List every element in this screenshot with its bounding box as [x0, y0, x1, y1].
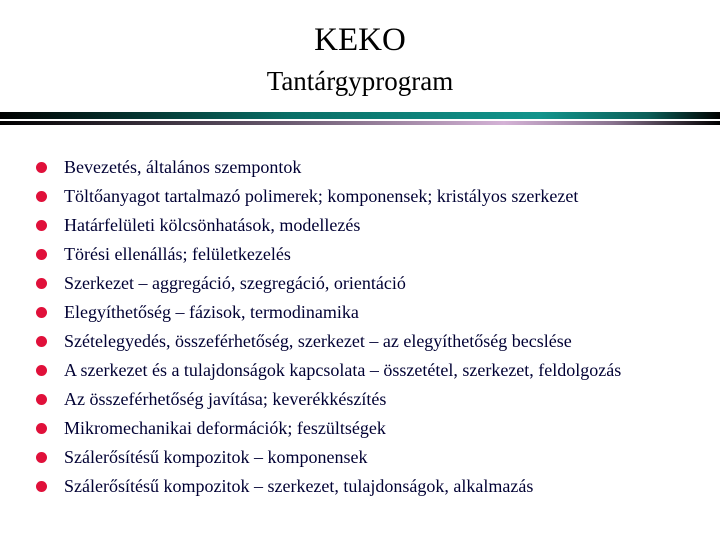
- bullet-icon: [36, 191, 47, 202]
- list-item: [0, 241, 621, 270]
- bullet-icon: [36, 336, 47, 347]
- list-item-text: Az összeférhetőség javítása; keverékkészítés: [64, 389, 387, 409]
- bullet-icon: [36, 481, 47, 492]
- list-item-text: Bevezetés, általános szempontok: [64, 157, 302, 177]
- list-item-text: Törési ellenállás; felületkezelés: [64, 244, 291, 264]
- list-item: [0, 212, 621, 241]
- bullet-icon: [36, 278, 47, 289]
- list-item: [0, 357, 621, 386]
- list-item: [0, 299, 621, 328]
- slide-subtitle: Tantárgyprogram: [266, 66, 454, 96]
- bullet-icon: [36, 220, 47, 231]
- decorative-divider-bottom: [0, 121, 720, 125]
- bullet-icon: [36, 365, 47, 376]
- list-item-text: Szálerősítésű kompozitok – komponensek: [64, 447, 368, 467]
- list-item-text: Töltőanyagot tartalmazó polimerek; komponensek; kristályos szerkezet: [64, 186, 579, 206]
- bullet-icon: [36, 394, 47, 405]
- list-item-text: A szerkezet és a tulajdonságok kapcsolata – összetétel, szerkezet, feldolgozás: [64, 360, 622, 380]
- list-item-text: Elegyíthetőség – fázisok, termodinamika: [64, 302, 359, 322]
- decorative-divider-top: [0, 112, 720, 119]
- list-item: [0, 444, 621, 473]
- bullet-icon: [36, 249, 47, 260]
- list-item: [0, 183, 621, 212]
- list-item: [0, 415, 621, 444]
- bullet-icon: [36, 162, 47, 173]
- bullet-icon: [36, 452, 47, 463]
- list-item: [0, 473, 621, 502]
- bullet-icon: [36, 423, 47, 434]
- list-item: [0, 328, 621, 357]
- list-item-text: Határfelületi kölcsönhatások, modellezés: [64, 215, 361, 235]
- bullet-icon: [36, 307, 47, 318]
- topic-list: [0, 154, 621, 502]
- list-item-text: Mikromechanikai deformációk; feszültségek: [64, 418, 386, 438]
- list-item-text: Szerkezet – aggregáció, szegregáció, orientáció: [64, 273, 406, 293]
- list-item: [0, 386, 621, 415]
- list-item: [0, 154, 621, 183]
- list-item-text: Szálerősítésű kompozitok – szerkezet, tulajdonságok, alkalmazás: [64, 476, 534, 496]
- slide-title: KEKO: [314, 22, 406, 58]
- list-item-text: Szételegyedés, összeférhetőség, szerkezet – az elegyíthetőség becslése: [64, 331, 572, 351]
- list-item: [0, 270, 621, 299]
